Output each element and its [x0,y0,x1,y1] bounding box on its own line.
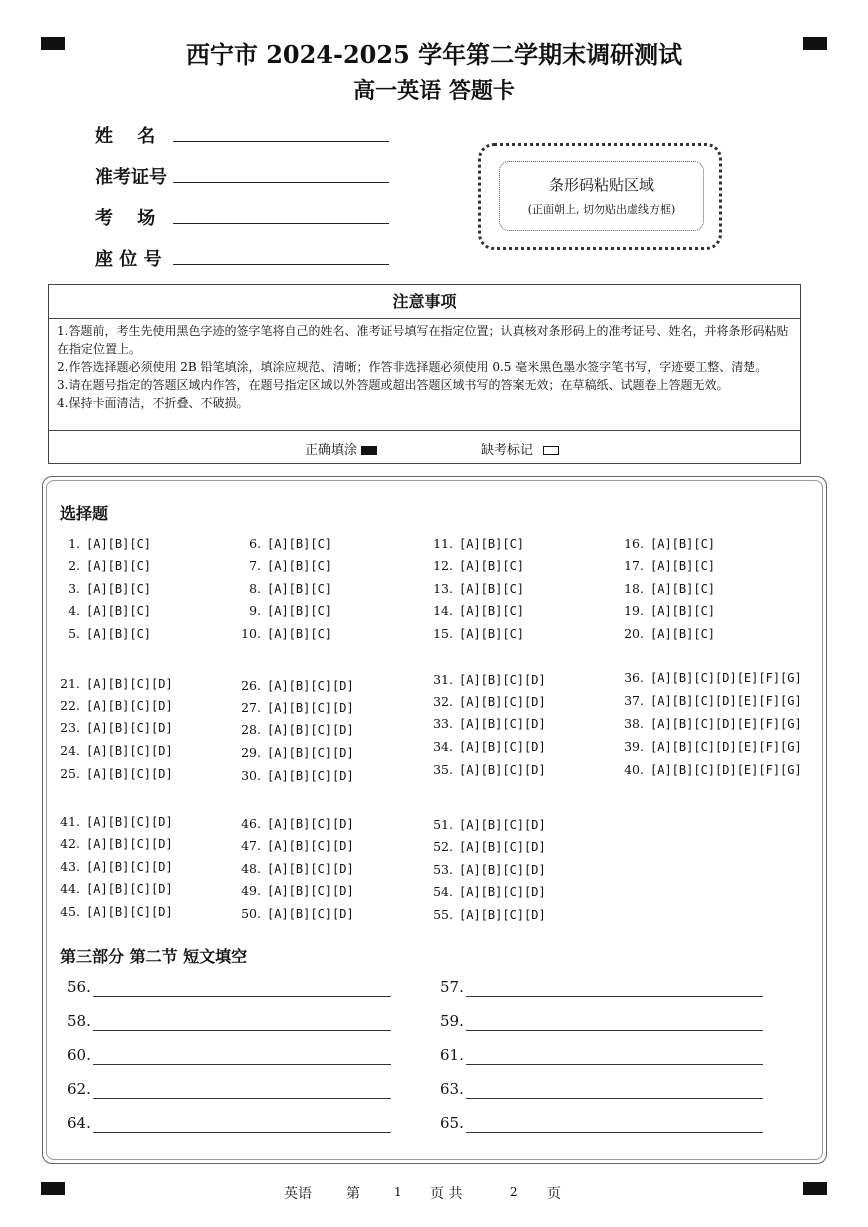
question-number: 54. [433,884,453,899]
notice-line: 1.答题前，考生先使用黑色字迹的签字笔将自己的姓名、准考证号填写在指定位置；认真核对条形码上的准考证号、姓名，并将条形码粘贴在指定位置上。 [57,324,789,356]
footer-subject: 英语 [284,1186,312,1202]
choice-question [233,603,332,618]
question-number: 24. [60,743,80,758]
fill-blank-item [440,1114,464,1132]
exam-number-field[interactable] [173,182,389,183]
answer-options[interactable]: [A][B][C][D] [267,679,354,693]
answer-options[interactable]: [A][B][C] [650,627,716,641]
question-number: 47. [241,838,261,853]
choice-question [233,861,354,876]
question-number: 33. [433,716,453,731]
question-number: 55. [433,907,453,922]
answer-options[interactable]: [A][B][C][D] [459,763,546,777]
choice-question [233,883,354,898]
question-number: 53. [433,862,453,877]
question-number: 35. [433,762,453,777]
question-number: 14. [433,603,453,618]
choice-question [425,694,546,709]
choice-question [425,817,546,832]
fill-blank-line[interactable] [466,996,763,997]
fill-blank-number: 56. [67,978,91,996]
seat-number-field[interactable] [173,264,389,265]
choice-question [425,716,546,731]
answer-options[interactable]: [A][B][C][D] [86,767,173,781]
fill-blank-number: 65. [440,1114,464,1132]
answer-options[interactable]: [A][B][C] [267,627,333,641]
answer-options[interactable]: [A][B][C][D] [86,882,173,896]
fill-blank-number: 58. [67,1012,91,1030]
choice-question [616,536,715,551]
question-number: 40. [624,762,644,777]
fill-blank-line[interactable] [466,1132,763,1133]
question-number: 8. [249,581,261,596]
question-number: 49. [241,883,261,898]
fill-blank-line[interactable] [466,1098,763,1099]
question-number: 45. [60,904,80,919]
corner-mark-bottom-left [41,1182,65,1195]
choice-question [425,884,546,899]
question-number: 5. [68,626,80,641]
fill-blank-item [440,1046,464,1064]
corner-mark-bottom-right [803,1182,827,1195]
question-number: 37. [624,693,644,708]
question-number: 27. [241,700,261,715]
fill-blank-number: 59. [440,1012,464,1030]
choice-question [52,766,173,781]
choice-question [425,762,546,777]
choice-question [233,816,354,831]
name-field[interactable] [173,141,389,142]
choice-question [52,720,173,735]
barcode-hint: (正面朝上, 切勿贴出虚线方框) [527,203,676,216]
fill-blank-item [67,1080,91,1098]
question-number: 34. [433,739,453,754]
answer-options[interactable]: [A][B][C][D] [86,815,173,829]
fill-blank-number: 64. [67,1114,91,1132]
choice-question [233,678,354,693]
answer-options[interactable]: [A][B][C][D] [267,769,354,783]
name-label: 姓 名 [95,126,156,147]
answer-options[interactable]: [A][B][C][D] [459,695,546,709]
choice-question [616,581,715,596]
choice-question [425,907,546,922]
answer-options[interactable]: [A][B][C] [86,537,152,551]
answer-options[interactable]: [A][B][C][D] [86,837,173,851]
question-number: 50. [241,906,261,921]
choice-question [425,536,524,551]
choice-question [233,722,354,737]
footer-page-suffix: 页 [547,1186,561,1202]
choice-question [52,814,173,829]
answer-options[interactable]: [A][B][C] [86,582,152,596]
answer-options[interactable]: [A][B][C][D] [267,746,354,760]
barcode-title: 条形码粘贴区域 [548,176,654,194]
choice-question [616,626,715,641]
choice-question [233,745,354,760]
fill-example-row [49,430,800,465]
answer-options[interactable]: [A][B][C][D] [267,839,354,853]
fill-blank-item [67,1046,91,1064]
question-number: 20. [624,626,644,641]
answer-options[interactable]: [A][B][C] [650,582,716,596]
question-number: 7. [249,558,261,573]
choice-question [52,676,173,691]
fill-blank-line[interactable] [93,1064,391,1065]
choice-question [425,603,524,618]
fill-section-title: 第三部分 第二节 短文填空 [60,947,248,966]
answer-options[interactable]: [A][B][C][D][E][F][G] [650,717,802,731]
notice-line: 2.作答选择题必须使用 2B 铅笔填涂，填涂应规范、清晰；作答非选择题必须使用 0.5 毫米黑色墨水签字笔书写，字迹要工整、清楚。 [57,360,768,374]
choice-question [425,739,546,754]
question-number: 16. [624,536,644,551]
choice-question [52,536,151,551]
fill-blank-item [440,1012,464,1030]
notice-body [57,322,795,412]
absent-mark-example [481,439,559,458]
notice-title: 注意事项 [49,285,800,319]
answer-options[interactable]: [A][B][C][D] [267,701,354,715]
question-number: 4. [68,603,80,618]
choice-question [52,836,173,851]
question-number: 21. [60,676,80,691]
answer-options[interactable]: [A][B][C] [459,604,525,618]
choice-question [616,693,802,708]
barcode-area [499,161,704,231]
question-number: 15. [433,626,453,641]
question-number: 52. [433,839,453,854]
footer-page-mid: 页 共 [430,1186,463,1202]
question-number: 30. [241,768,261,783]
choice-question [233,536,332,551]
answer-options[interactable]: [A][B][C][D] [459,908,546,922]
exam-number-label: 准考证号 [95,167,167,188]
footer-page-current: 1 [394,1185,402,1199]
answer-options[interactable]: [A][B][C][D] [267,884,354,898]
answer-options[interactable]: [A][B][C][D][E][F][G] [650,740,802,754]
question-number: 1. [68,536,80,551]
fill-blank-line[interactable] [466,1030,763,1031]
answer-options[interactable]: [A][B][C] [86,559,152,573]
question-number: 44. [60,881,80,896]
choice-question [425,672,546,687]
question-number: 28. [241,722,261,737]
fill-blank-line[interactable] [93,1098,391,1099]
question-number: 32. [433,694,453,709]
page-title: 西宁市 2024-2025 学年第二学期末调研测试 [185,40,683,69]
choice-question [233,558,332,573]
answer-options[interactable]: [A][B][C][D] [459,818,546,832]
choice-question [52,558,151,573]
answer-options[interactable]: [A][B][C][D] [267,862,354,876]
answer-options[interactable]: [A][B][C] [459,559,525,573]
question-number: 42. [60,836,80,851]
answer-options[interactable]: [A][B][C][D][E][F][G] [650,763,802,777]
answer-options[interactable]: [A][B][C][D][E][F][G] [650,671,802,685]
choice-question [233,768,354,783]
fill-blank-line[interactable] [466,1064,763,1065]
question-number: 18. [624,581,644,596]
answer-options[interactable]: [A][B][C][D] [86,721,173,735]
question-number: 41. [60,814,80,829]
correct-fill-label: 正确填涂 [305,443,358,458]
seat-number-label: 座 位 号 [95,249,162,270]
fill-blank-item [440,1080,464,1098]
answer-options[interactable]: [A][B][C][D] [459,885,546,899]
answer-options[interactable]: [A][B][C] [86,604,152,618]
choice-question [616,716,802,731]
fill-blank-item [67,978,91,996]
choice-question [616,558,715,573]
answer-options[interactable]: [A][B][C][D] [86,860,173,874]
fill-blank-line[interactable] [93,1132,391,1133]
choice-question [52,581,151,596]
choice-question [616,603,715,618]
question-number: 36. [624,670,644,685]
choice-question [616,739,802,754]
exam-room-field[interactable] [173,223,389,224]
answer-options[interactable]: [A][B][C] [267,582,333,596]
choice-question [425,626,524,641]
question-number: 43. [60,859,80,874]
choice-question [233,626,332,641]
notice-line: 4.保持卡面清洁，不折叠、不破损。 [57,396,249,410]
answer-options[interactable]: [A][B][C] [267,537,333,551]
answer-options[interactable]: [A][B][C] [650,559,716,573]
absent-mark-label: 缺考标记 [481,443,534,458]
correct-fill-example [305,439,377,458]
question-number: 17. [624,558,644,573]
fill-blank-item [67,1012,91,1030]
answer-options[interactable]: [A][B][C][D][E][F][G] [650,694,802,708]
footer-page-prefix: 第 [346,1186,360,1202]
choice-question [52,743,173,758]
question-number: 9. [249,603,261,618]
answer-options[interactable]: [A][B][C] [86,627,152,641]
question-number: 6. [249,536,261,551]
choice-question [425,862,546,877]
question-number: 11. [433,536,453,551]
fill-blank-number: 60. [67,1046,91,1064]
question-number: 12. [433,558,453,573]
choice-question [52,881,173,896]
question-number: 10. [241,626,261,641]
question-number: 31. [433,672,453,687]
answer-options[interactable]: [A][B][C][D] [86,699,173,713]
filled-box-icon [361,446,377,455]
answer-options[interactable]: [A][B][C][D] [459,717,546,731]
answer-options[interactable]: [A][B][C][D] [459,863,546,877]
answer-options[interactable]: [A][B][C][D] [267,817,354,831]
question-number: 39. [624,739,644,754]
question-number: 51. [433,817,453,832]
fill-blank-number: 57. [440,978,464,996]
question-number: 22. [60,698,80,713]
question-number: 46. [241,816,261,831]
answer-options[interactable]: [A][B][C] [459,537,525,551]
answer-options[interactable]: [A][B][C] [459,627,525,641]
notice-line: 3.请在题号指定的答题区域内作答，在题号指定区域以外答题或超出答题区域书写的答案无效；在草稿纸、试题卷上答题无效。 [57,378,729,392]
choice-question [233,838,354,853]
question-number: 13. [433,581,453,596]
notice-box [48,284,801,464]
fill-blank-line[interactable] [93,1030,391,1031]
fill-blank-number: 63. [440,1080,464,1098]
choice-question [52,698,173,713]
question-number: 2. [68,558,80,573]
answer-options[interactable]: [A][B][C] [650,604,716,618]
answer-options[interactable]: [A][B][C] [459,582,525,596]
answer-options[interactable]: [A][B][C] [267,559,333,573]
answer-options[interactable]: [A][B][C][D] [86,905,173,919]
answer-options[interactable]: [A][B][C][D] [86,744,173,758]
question-number: 29. [241,745,261,760]
answer-options[interactable]: [A][B][C][D] [459,673,546,687]
answer-options[interactable]: [A][B][C] [650,537,716,551]
choice-question [52,859,173,874]
choice-question [233,906,354,921]
choice-question [52,626,151,641]
choice-question [425,558,524,573]
question-number: 48. [241,861,261,876]
choice-question [233,581,332,596]
fill-blank-number: 61. [440,1046,464,1064]
choice-question [425,839,546,854]
footer-page-total: 2 [510,1185,518,1199]
question-number: 25. [60,766,80,781]
exam-room-label: 考 场 [95,208,156,229]
question-number: 3. [68,581,80,596]
question-number: 38. [624,716,644,731]
choice-question [425,581,524,596]
choice-question [52,904,173,919]
fill-blank-line[interactable] [93,996,391,997]
fill-blank-number: 62. [67,1080,91,1098]
page-subtitle: 高一英语 答题卡 [353,78,515,104]
fill-blank-item [67,1114,91,1132]
choice-question [616,670,802,685]
absent-checkbox[interactable] [543,446,559,455]
answer-options[interactable]: [A][B][C][D] [459,840,546,854]
answer-options[interactable]: [A][B][C][D] [267,723,354,737]
question-number: 19. [624,603,644,618]
answer-options[interactable]: [A][B][C][D] [267,907,354,921]
answer-options[interactable]: [A][B][C] [267,604,333,618]
fill-blank-item [440,978,464,996]
answer-options[interactable]: [A][B][C][D] [459,740,546,754]
answer-options[interactable]: [A][B][C][D] [86,677,173,691]
choice-question [52,603,151,618]
choice-question [616,762,802,777]
choice-section-title: 选择题 [60,504,109,523]
question-number: 23. [60,720,80,735]
choice-question [233,700,354,715]
question-number: 26. [241,678,261,693]
